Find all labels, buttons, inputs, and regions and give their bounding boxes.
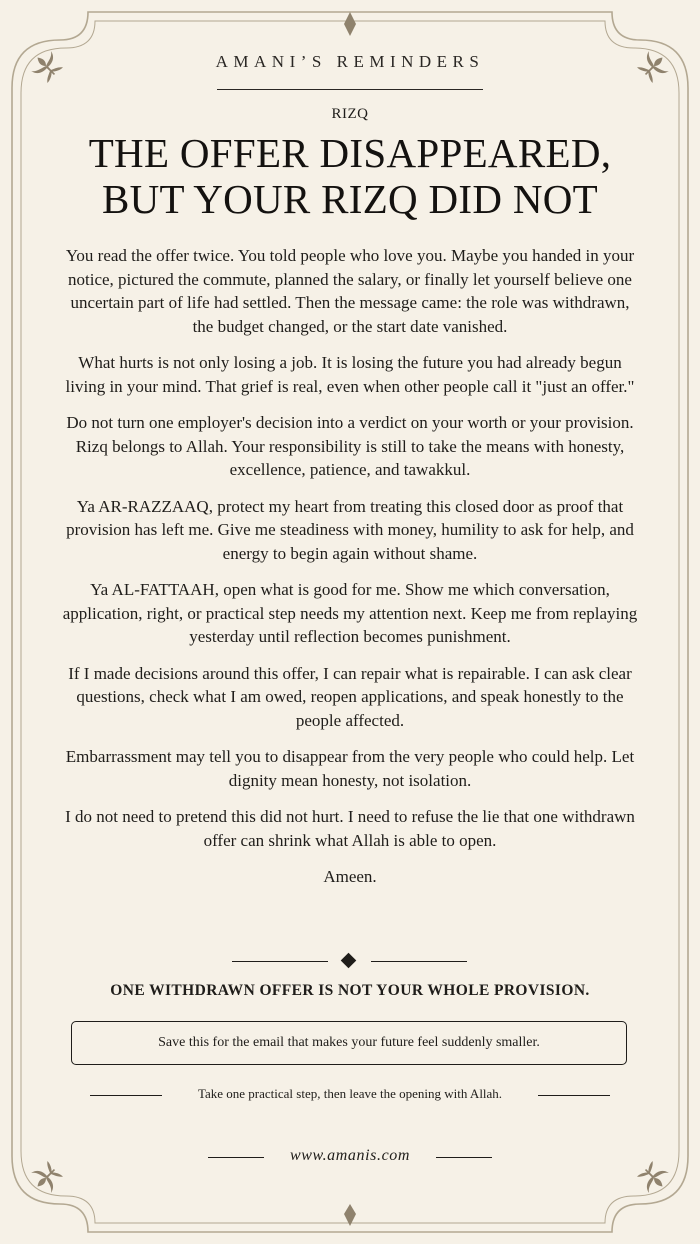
title-line-1: THE OFFER DISAPPEARED, bbox=[88, 130, 612, 176]
step-line-right bbox=[538, 1095, 610, 1096]
body-paragraph: If I made decisions around this offer, I can repair what is repairable. I can ask clear questions, check what I am owed, reopen applications, and speak honestly to the people affected. bbox=[68, 663, 632, 730]
tagline: ONE WITHDRAWN OFFER IS NOT YOUR WHOLE PROVISION. bbox=[110, 982, 590, 999]
url-line-right bbox=[436, 1157, 492, 1158]
body-paragraph: You read the offer twice. You told people who love you. Maybe you handed in your notice, pictured the commute, planned the salary, or finally let yourself believe one uncertain part of life had settled. Then the message came: the role was withdrawn, the budget changed, or the start date vanished. bbox=[65, 246, 635, 336]
divider-line-left bbox=[232, 961, 328, 962]
body-paragraph: Do not turn one employer's decision into a verdict on your worth or your provision. Rizq belongs to Allah. Your responsibility is still to take the means with honesty, excellence, patience, and tawakkul. bbox=[66, 413, 634, 479]
title-line-2: BUT YOUR RIZQ DID NOT bbox=[102, 176, 598, 222]
page-title bbox=[40, 130, 660, 222]
body-paragraph: Ya AL-FATTAAH, open what is good for me. Show me which conversation, application, right, or practical step needs my attention next. Keep me from replaying yesterday until reflection becomes punishment. bbox=[62, 580, 638, 646]
body-paragraph: I do not need to pretend this did not hurt. I need to refuse the lie that one withdrawn offer can shrink what Allah is able to open. bbox=[65, 807, 635, 850]
divider-line-right bbox=[371, 961, 467, 962]
website-link[interactable]: www.amanis.com bbox=[289, 1147, 411, 1164]
body-paragraph: What hurts is not only losing a job. It is losing the future you had already begun living in your mind. That grief is real, even when other people call it "just an offer." bbox=[65, 353, 635, 396]
diamond-divider-icon bbox=[341, 953, 357, 969]
body-paragraph: Ya AR-RAZZAAQ, protect my heart from treating this closed door as proof that provision has left me. Give me steadiness with money, humility to ask for help, and energy to begin again without shame. bbox=[66, 496, 634, 563]
category-label: RIZQ bbox=[331, 106, 369, 122]
reminder-body bbox=[60, 244, 640, 902]
save-note-text: Save this for the email that makes your future feel suddenly smaller. bbox=[158, 1035, 540, 1050]
brand-divider bbox=[217, 89, 483, 90]
practical-step-note: Take one practical step, then leave the opening with Allah. bbox=[197, 1086, 503, 1101]
body-paragraph: Embarrassment may tell you to disappear from the very people who could help. Let dignity mean honesty, not isolation. bbox=[65, 747, 635, 790]
closing-line: Ameen. bbox=[323, 867, 377, 886]
save-note-box bbox=[71, 1021, 627, 1065]
brand-title: AMANI’S REMINDERS bbox=[215, 52, 485, 71]
